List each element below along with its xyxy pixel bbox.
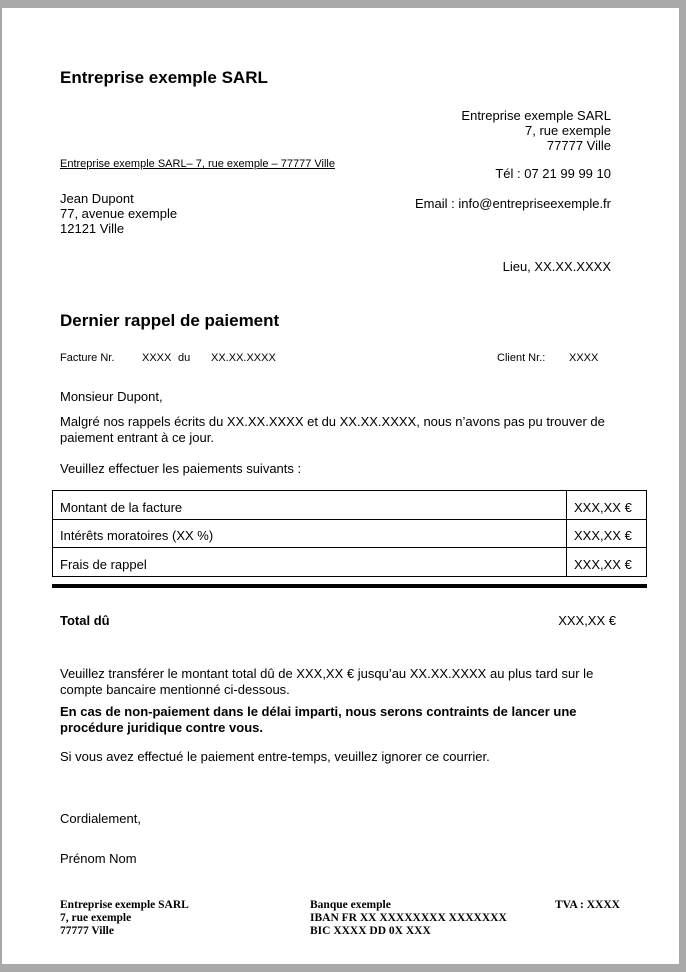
footer-bank-bic: BIC XXXX DD 0X XXX <box>310 925 431 937</box>
footer-company-name: Entreprise exemple SARL <box>60 899 189 911</box>
table-cell-label: Intérêts moratoires (XX %) <box>53 520 567 547</box>
footer-company-street: 7, rue exemple <box>60 912 132 924</box>
closing-paragraph-1: Veuillez transférer le montant total dû de XXX,XX € jusqu’au XX.XX.XXXX au plus tard sur le compte bancaire mentionné ci-dessous. <box>60 666 594 697</box>
body-paragraph-2: Veuillez effectuer les paiements suivants : <box>60 461 302 476</box>
invoice-number-label: Facture Nr. <box>60 352 115 364</box>
place-date-line: Lieu, XX.XX.XXXX <box>502 259 611 274</box>
closing-paragraph-3: Si vous avez effectué le paiement entre-temps, veuillez ignorer ce courrier. <box>60 749 490 764</box>
table-cell-value: XXX,XX € <box>574 557 632 572</box>
payments-table <box>52 490 647 577</box>
recipient-name: Jean Dupont <box>60 191 134 206</box>
footer-company-block <box>60 899 189 938</box>
total-due-value: XXX,XX € <box>558 613 616 628</box>
total-divider-rule <box>52 584 647 588</box>
table-cell-value: XXX,XX € <box>574 500 632 515</box>
total-due-label: Total dû <box>60 613 110 628</box>
invoice-number-value: XXXX <box>142 352 172 364</box>
recipient-address-block <box>60 191 177 236</box>
sender-street: 7, rue exemple <box>525 123 611 138</box>
sender-email: Email : info@entrepriseexemple.fr <box>415 196 611 211</box>
client-number-value: XXXX <box>569 352 599 364</box>
recipient-city: 12121 Ville <box>60 221 125 236</box>
body-paragraph-1: Malgré nos rappels écrits du XX.XX.XXXX et du XX.XX.XXXX, nous n’avons pas pu trouver de paiement entrant à ce jour. <box>60 414 605 445</box>
sender-name: Entreprise exemple SARL <box>461 108 611 123</box>
footer-vat-number: TVA : XXXX <box>555 899 620 911</box>
recipient-street: 77, avenue exemple <box>60 206 178 221</box>
signoff: Cordialement, <box>60 811 141 826</box>
company-heading: Entreprise exemple SARL <box>60 68 268 87</box>
table-cell-value: XXX,XX € <box>574 528 632 543</box>
closing-paragraph-2: En cas de non-paiement dans le délai imparti, nous serons contraints de lancer une procédure juridique contre vous. <box>60 704 577 735</box>
salutation: Monsieur Dupont, <box>60 389 163 404</box>
footer-bank-iban: IBAN FR XX XXXXXXXX XXXXXXX <box>310 912 507 924</box>
footer-bank-block <box>310 899 507 938</box>
footer-company-city: 77777 Ville <box>60 925 114 937</box>
sender-return-address-line: Entreprise exemple SARL– 7, rue exemple – 77777 Ville <box>60 158 335 170</box>
client-number-label: Client Nr.: <box>497 352 546 364</box>
invoice-of-label: du <box>178 352 191 364</box>
signature-name: Prénom Nom <box>60 851 137 866</box>
reference-line <box>2 352 686 366</box>
table-cell-label: Montant de la facture <box>53 491 567 519</box>
table-row <box>53 548 646 576</box>
sender-phone: Tél : 07 21 99 99 10 <box>495 166 611 181</box>
invoice-date-value: XX.XX.XXXX <box>211 352 276 364</box>
table-row <box>53 520 646 548</box>
footer-bank-name: Banque exemple <box>310 899 391 911</box>
sender-city: 77777 Ville <box>546 138 611 153</box>
document-title: Dernier rappel de paiement <box>60 311 280 330</box>
sender-contact-block <box>415 108 611 211</box>
table-cell-label: Frais de rappel <box>53 548 567 576</box>
table-row <box>53 491 646 520</box>
